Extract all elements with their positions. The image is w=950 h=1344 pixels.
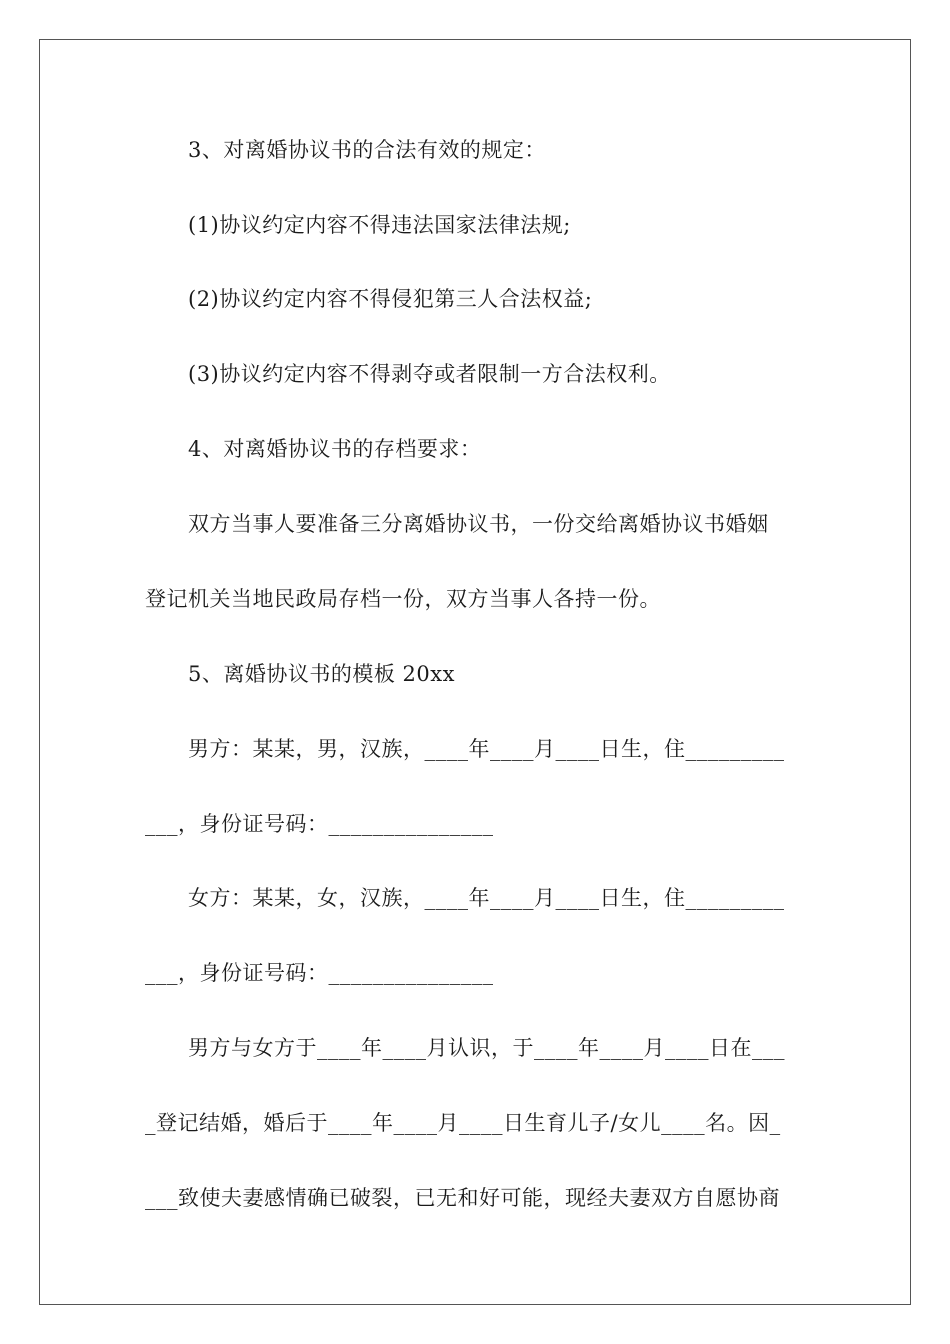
section-5-heading: 5、离婚协议书的模板 20xx xyxy=(188,662,455,686)
archive-paragraph-line-2: 登记机关当地民政局存档一份，双方当事人各持一份。 xyxy=(145,587,661,611)
marriage-paragraph-line-2: _登记结婚，婚后于____年____月____日生育儿子/女儿____名。因_ xyxy=(145,1111,781,1135)
clause-2: (2)协议约定内容不得侵犯第三人合法权益; xyxy=(188,287,593,311)
female-party-line-2: ___，身份证号码：_______________ xyxy=(145,961,494,985)
clause-3: (3)协议约定内容不得剥夺或者限制一方合法权利。 xyxy=(188,362,671,386)
archive-paragraph-line-1: 双方当事人要准备三分离婚协议书，一份交给离婚协议书婚姻 xyxy=(188,512,769,536)
marriage-paragraph-line-1: 男方与女方于____年____月认识，于____年____月____日在___ xyxy=(188,1036,785,1060)
male-party-line-1: 男方：某某，男，汉族，____年____月____日生，住_________ xyxy=(188,737,785,761)
female-party-line-1: 女方：某某，女，汉族，____年____月____日生，住_________ xyxy=(188,886,785,910)
marriage-paragraph-line-3: ___致使夫妻感情确已破裂，已无和好可能，现经夫妻双方自愿协商 xyxy=(145,1186,780,1210)
male-party-line-2: ___，身份证号码：_______________ xyxy=(145,812,494,836)
section-4-heading: 4、对离婚协议书的存档要求： xyxy=(188,437,482,461)
section-3-heading: 3、对离婚协议书的合法有效的规定： xyxy=(188,138,546,162)
clause-1: (1)协议约定内容不得违法国家法律法规; xyxy=(188,213,571,237)
